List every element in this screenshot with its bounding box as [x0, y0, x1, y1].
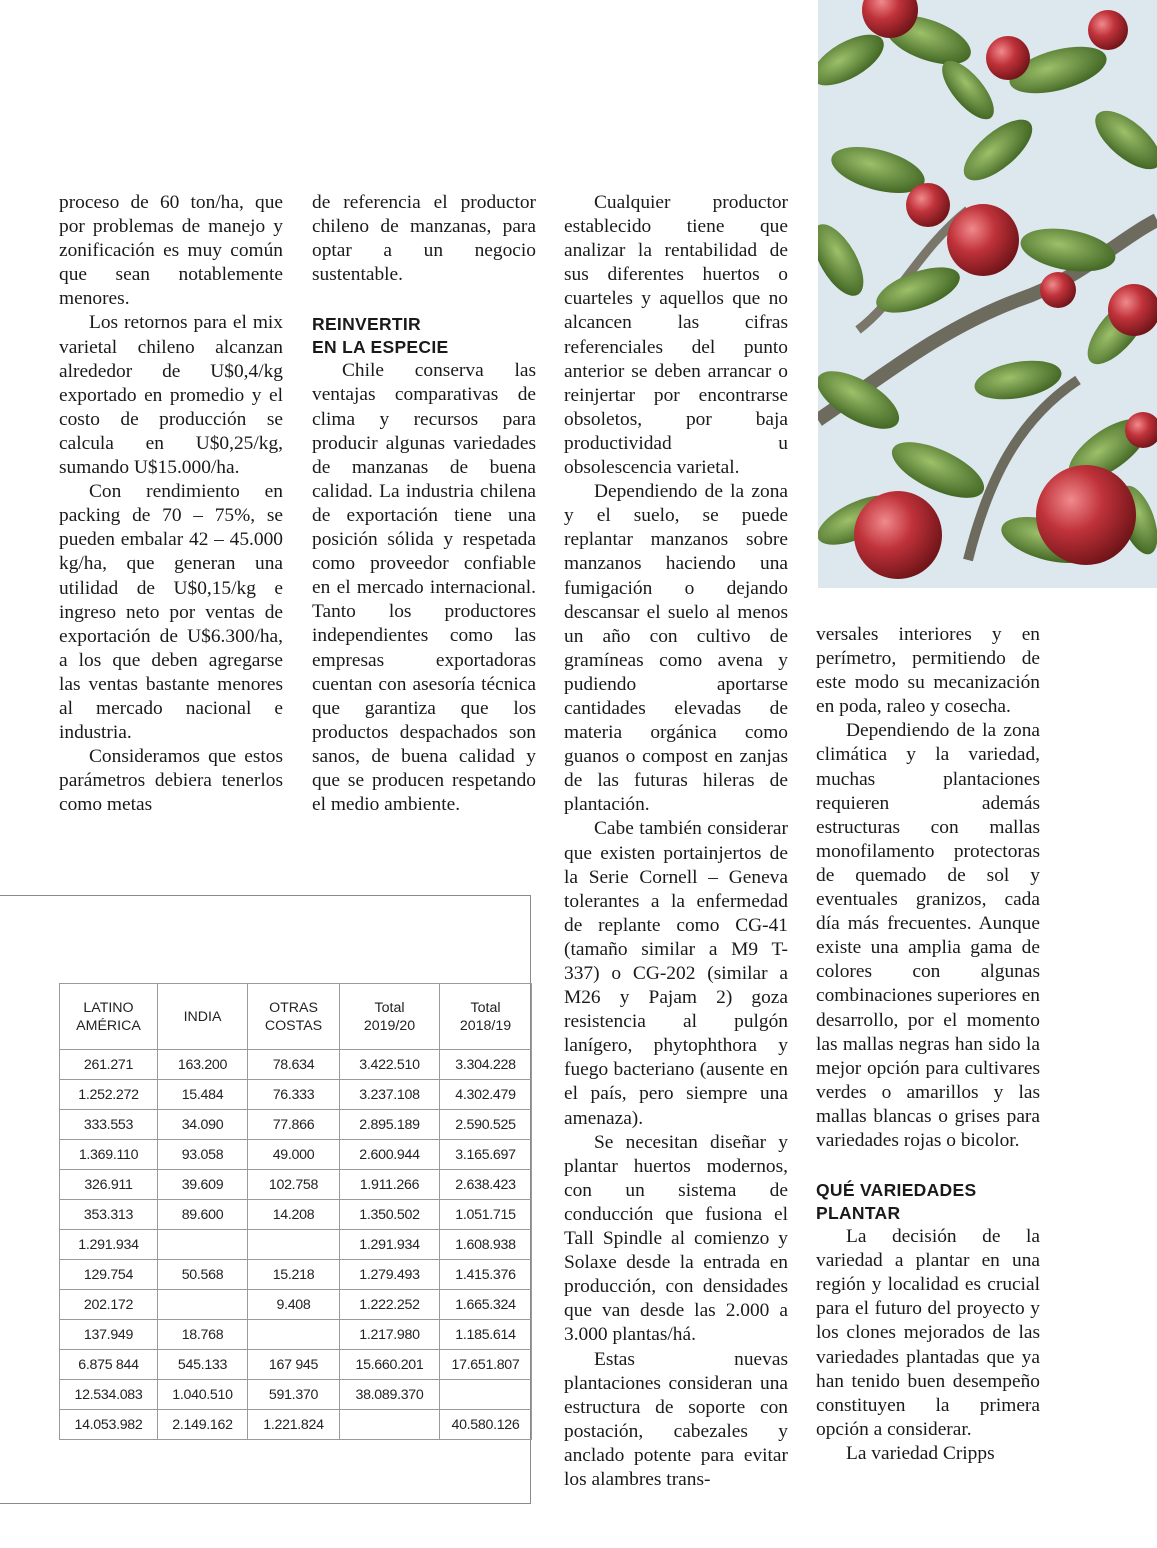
paragraph: Dependiendo de la zona climática y la variedad, muchas plantaciones requieren además estructuras con mallas monofilamento protectoras de quemado de sol y eventuales granizos, cada día más frecuentes. Aunque existe una amplia gama de colores con algunas combinaciones superiores en desarrollo, por el momento las mallas negras han sido la mejor opción para cultivares verdes o amarillos y las mallas blancas o grises para variedades rojas o bicolor. — [816, 720, 1040, 1151]
table-row — [60, 1230, 532, 1260]
text-column-1 — [59, 191, 283, 817]
section-heading-variedades — [816, 1179, 1040, 1225]
table-cell: 14.053.982 — [60, 1410, 158, 1440]
apple-tree-photo — [818, 0, 1157, 588]
table-cell: 3.165.697 — [440, 1140, 532, 1170]
table-cell: 14.208 — [248, 1200, 340, 1230]
text-column-3 — [564, 191, 788, 1492]
table-row — [60, 1290, 532, 1320]
table-cell: 3.422.510 — [340, 1050, 440, 1080]
table-cell: 1.221.824 — [248, 1410, 340, 1440]
paragraph: proceso de 60 ton/ha, que por problemas de manejo y zonificación es muy común que sean notablemente menores. — [59, 192, 283, 310]
paragraph: Cabe también considerar que existen portainjertos de la Serie Cornell – Geneva tolerantes a la enfermedad de replante como CG-41 (tamaño similar a M9 T-337) o CG-202 (similar a M26 y Pajam 2) goza resistencia al pulgón lanígero, phytophthora y fuego bacteriano (ausente en el país, pero siempre una amenaza). — [564, 818, 788, 1129]
table-row — [60, 1320, 532, 1350]
table-cell: 326.911 — [60, 1170, 158, 1200]
column-header: LATINO AMÉRICA — [60, 984, 158, 1050]
text-column-4 — [816, 623, 1040, 1466]
paragraph: La variedad Cripps — [846, 1442, 995, 1464]
table-row — [60, 1050, 532, 1080]
table-cell: 1.051.715 — [440, 1200, 532, 1230]
table-cell: 38.089.370 — [340, 1380, 440, 1410]
heading-line: QUÉ VARIEDADES — [816, 1180, 977, 1201]
table-row — [60, 1140, 532, 1170]
table-cell: 15.484 — [158, 1080, 248, 1110]
table-cell: 9.408 — [248, 1290, 340, 1320]
column-header: OTRAS COSTAS — [248, 984, 340, 1050]
table-cell: 12.534.083 — [60, 1380, 158, 1410]
table-cell: 2.600.944 — [340, 1140, 440, 1170]
table-cell: 167 945 — [248, 1350, 340, 1380]
table-row — [60, 1170, 532, 1200]
table-cell: 49.000 — [248, 1140, 340, 1170]
table-cell: 2.590.525 — [440, 1110, 532, 1140]
table-cell — [340, 1410, 440, 1440]
heading-line: PLANTAR — [816, 1203, 901, 1224]
section-heading-reinvertir — [312, 313, 536, 359]
table-cell: 137.949 — [60, 1320, 158, 1350]
table-cell: 40.580.126 — [440, 1410, 532, 1440]
table-cell: 1.040.510 — [158, 1380, 248, 1410]
paragraph: Cualquier productor establecido tiene que analizar la rentabilidad de sus diferentes huertos o cuarteles y aquellos que no alcancen las cifras referenciales del punto anterior se deben arrancar o reinjertar por encontrarse obsoletos, por baja productividad u obsolescencia varietal. — [564, 192, 788, 479]
table-cell: 1.415.376 — [440, 1260, 532, 1290]
table-cell: 17.651.807 — [440, 1350, 532, 1380]
table-row — [60, 1260, 532, 1290]
paragraph: Estas nuevas plantaciones consideran una estructura de soporte con postación, cabezales y anclado potente para evitar los alambres trans- — [564, 1348, 788, 1490]
table-row — [60, 1380, 532, 1410]
table-row — [60, 1110, 532, 1140]
text-column-2 — [312, 191, 536, 817]
column-header: Total 2018/19 — [440, 984, 532, 1050]
table-cell: 1.217.980 — [340, 1320, 440, 1350]
table-cell: 15.218 — [248, 1260, 340, 1290]
table-cell: 1.185.614 — [440, 1320, 532, 1350]
table-cell — [158, 1230, 248, 1260]
paragraph: Con rendimiento en packing de 70 – 75%, se pueden embalar 42 – 45.000 kg/ha, que generan una utilidad de U$0,15/kg e ingreso neto por ventas de exportación de U$6.300/ha, a los que deben agregarse las ventas bastante menores al mercado nacional e industria. — [59, 481, 283, 744]
table-cell: 15.660.201 — [340, 1350, 440, 1380]
apple-tree-illustration — [818, 0, 1157, 588]
export-data-table — [59, 983, 532, 1440]
table-cell: 2.638.423 — [440, 1170, 532, 1200]
column-header: Total 2019/20 — [340, 984, 440, 1050]
paragraph: Consideramos que estos parámetros debiera tenerlos como metas — [59, 746, 283, 816]
table-cell: 89.600 — [158, 1200, 248, 1230]
table-row — [60, 1080, 532, 1110]
column-header: INDIA — [158, 984, 248, 1050]
paragraph: Los retornos para el mix varietal chileno alcanzan alrededor de U$0,4/kg exportado en promedio y el costo de producción se calcula en U$0,25/kg, sumando U$15.000/ha. — [59, 312, 283, 479]
table-cell: 102.758 — [248, 1170, 340, 1200]
table-cell: 3.237.108 — [340, 1080, 440, 1110]
table-cell: 353.313 — [60, 1200, 158, 1230]
table-cell — [158, 1290, 248, 1320]
table-cell: 261.271 — [60, 1050, 158, 1080]
table-cell: 1.369.110 — [60, 1140, 158, 1170]
table-row — [60, 1410, 532, 1440]
heading-line: EN LA ESPECIE — [312, 337, 449, 358]
table-cell: 1.665.324 — [440, 1290, 532, 1320]
table-header-row — [60, 984, 532, 1050]
table-row — [60, 1350, 532, 1380]
table-cell: 6.875 844 — [60, 1350, 158, 1380]
table-cell: 202.172 — [60, 1290, 158, 1320]
table-cell: 545.133 — [158, 1350, 248, 1380]
table-cell: 1.291.934 — [60, 1230, 158, 1260]
table-cell: 78.634 — [248, 1050, 340, 1080]
paragraph: La decisión de la variedad a plantar en una región y localidad es crucial para el futuro del proyecto y los clones mejorados de las variedades plantadas que ya han tenido buen desempeño constituyen la primera opción a considerar. — [816, 1226, 1040, 1440]
table-cell: 591.370 — [248, 1380, 340, 1410]
table-cell: 1.291.934 — [340, 1230, 440, 1260]
paragraph: de referencia el productor chileno de manzanas, para optar a un negocio sustentable. — [312, 192, 536, 286]
paragraph: Se necesitan diseñar y plantar huertos modernos, con un sistema de conducción que fusiona el Tall Spindle al comienzo y Solaxe desde la entrada en producción, con densidades que van desde las 2.000 a 3.000 plantas/há. — [564, 1131, 788, 1346]
table-cell: 50.568 — [158, 1260, 248, 1290]
table-cell: 1.252.272 — [60, 1080, 158, 1110]
paragraph: versales interiores y en perímetro, permitiendo de este modo su mecanización en poda, raleo y cosecha. — [816, 624, 1040, 718]
table-cell: 1.222.252 — [340, 1290, 440, 1320]
table-body — [60, 1050, 532, 1440]
table-cell: 1.911.266 — [340, 1170, 440, 1200]
table-cell: 39.609 — [158, 1170, 248, 1200]
table-cell: 93.058 — [158, 1140, 248, 1170]
table-cell: 18.768 — [158, 1320, 248, 1350]
table-cell: 129.754 — [60, 1260, 158, 1290]
table-cell: 163.200 — [158, 1050, 248, 1080]
paragraph: Chile conserva las ventajas comparativas de clima y recursos para producir algunas variedades de manzanas de buena calidad. La industria chilena de exportación tiene una posición sólida y respetada como proveedor confiable en el mercado internacional. Tanto los productores independientes como las empresas exportadoras cuentan con asesoría técnica que garantiza que los productos despachados son sanos, de buena calidad y que se producen respetando el medio ambiente. — [312, 360, 536, 816]
table-cell: 333.553 — [60, 1110, 158, 1140]
table-cell — [248, 1320, 340, 1350]
table-cell: 1.279.493 — [340, 1260, 440, 1290]
table-cell: 1.608.938 — [440, 1230, 532, 1260]
heading-line: REINVERTIR — [312, 314, 421, 335]
table-cell: 2.149.162 — [158, 1410, 248, 1440]
table-cell: 1.350.502 — [340, 1200, 440, 1230]
table-cell: 4.302.479 — [440, 1080, 532, 1110]
table-cell — [248, 1230, 340, 1260]
table-cell: 3.304.228 — [440, 1050, 532, 1080]
table-cell: 2.895.189 — [340, 1110, 440, 1140]
table-row — [60, 1200, 532, 1230]
table-cell: 34.090 — [158, 1110, 248, 1140]
table-cell: 77.866 — [248, 1110, 340, 1140]
table-cell: 76.333 — [248, 1080, 340, 1110]
paragraph: Dependiendo de la zona y el suelo, se puede replantar manzanos sobre manzanos haciendo una fumigación o dejando descansar el suelo al menos un año con cultivo de gramíneas como avena y pudiendo aportarse cantidades elevadas de materia orgánica como guanos o compost en zanjas de las futuras hileras de plantación. — [564, 481, 788, 816]
table-cell — [440, 1380, 532, 1410]
